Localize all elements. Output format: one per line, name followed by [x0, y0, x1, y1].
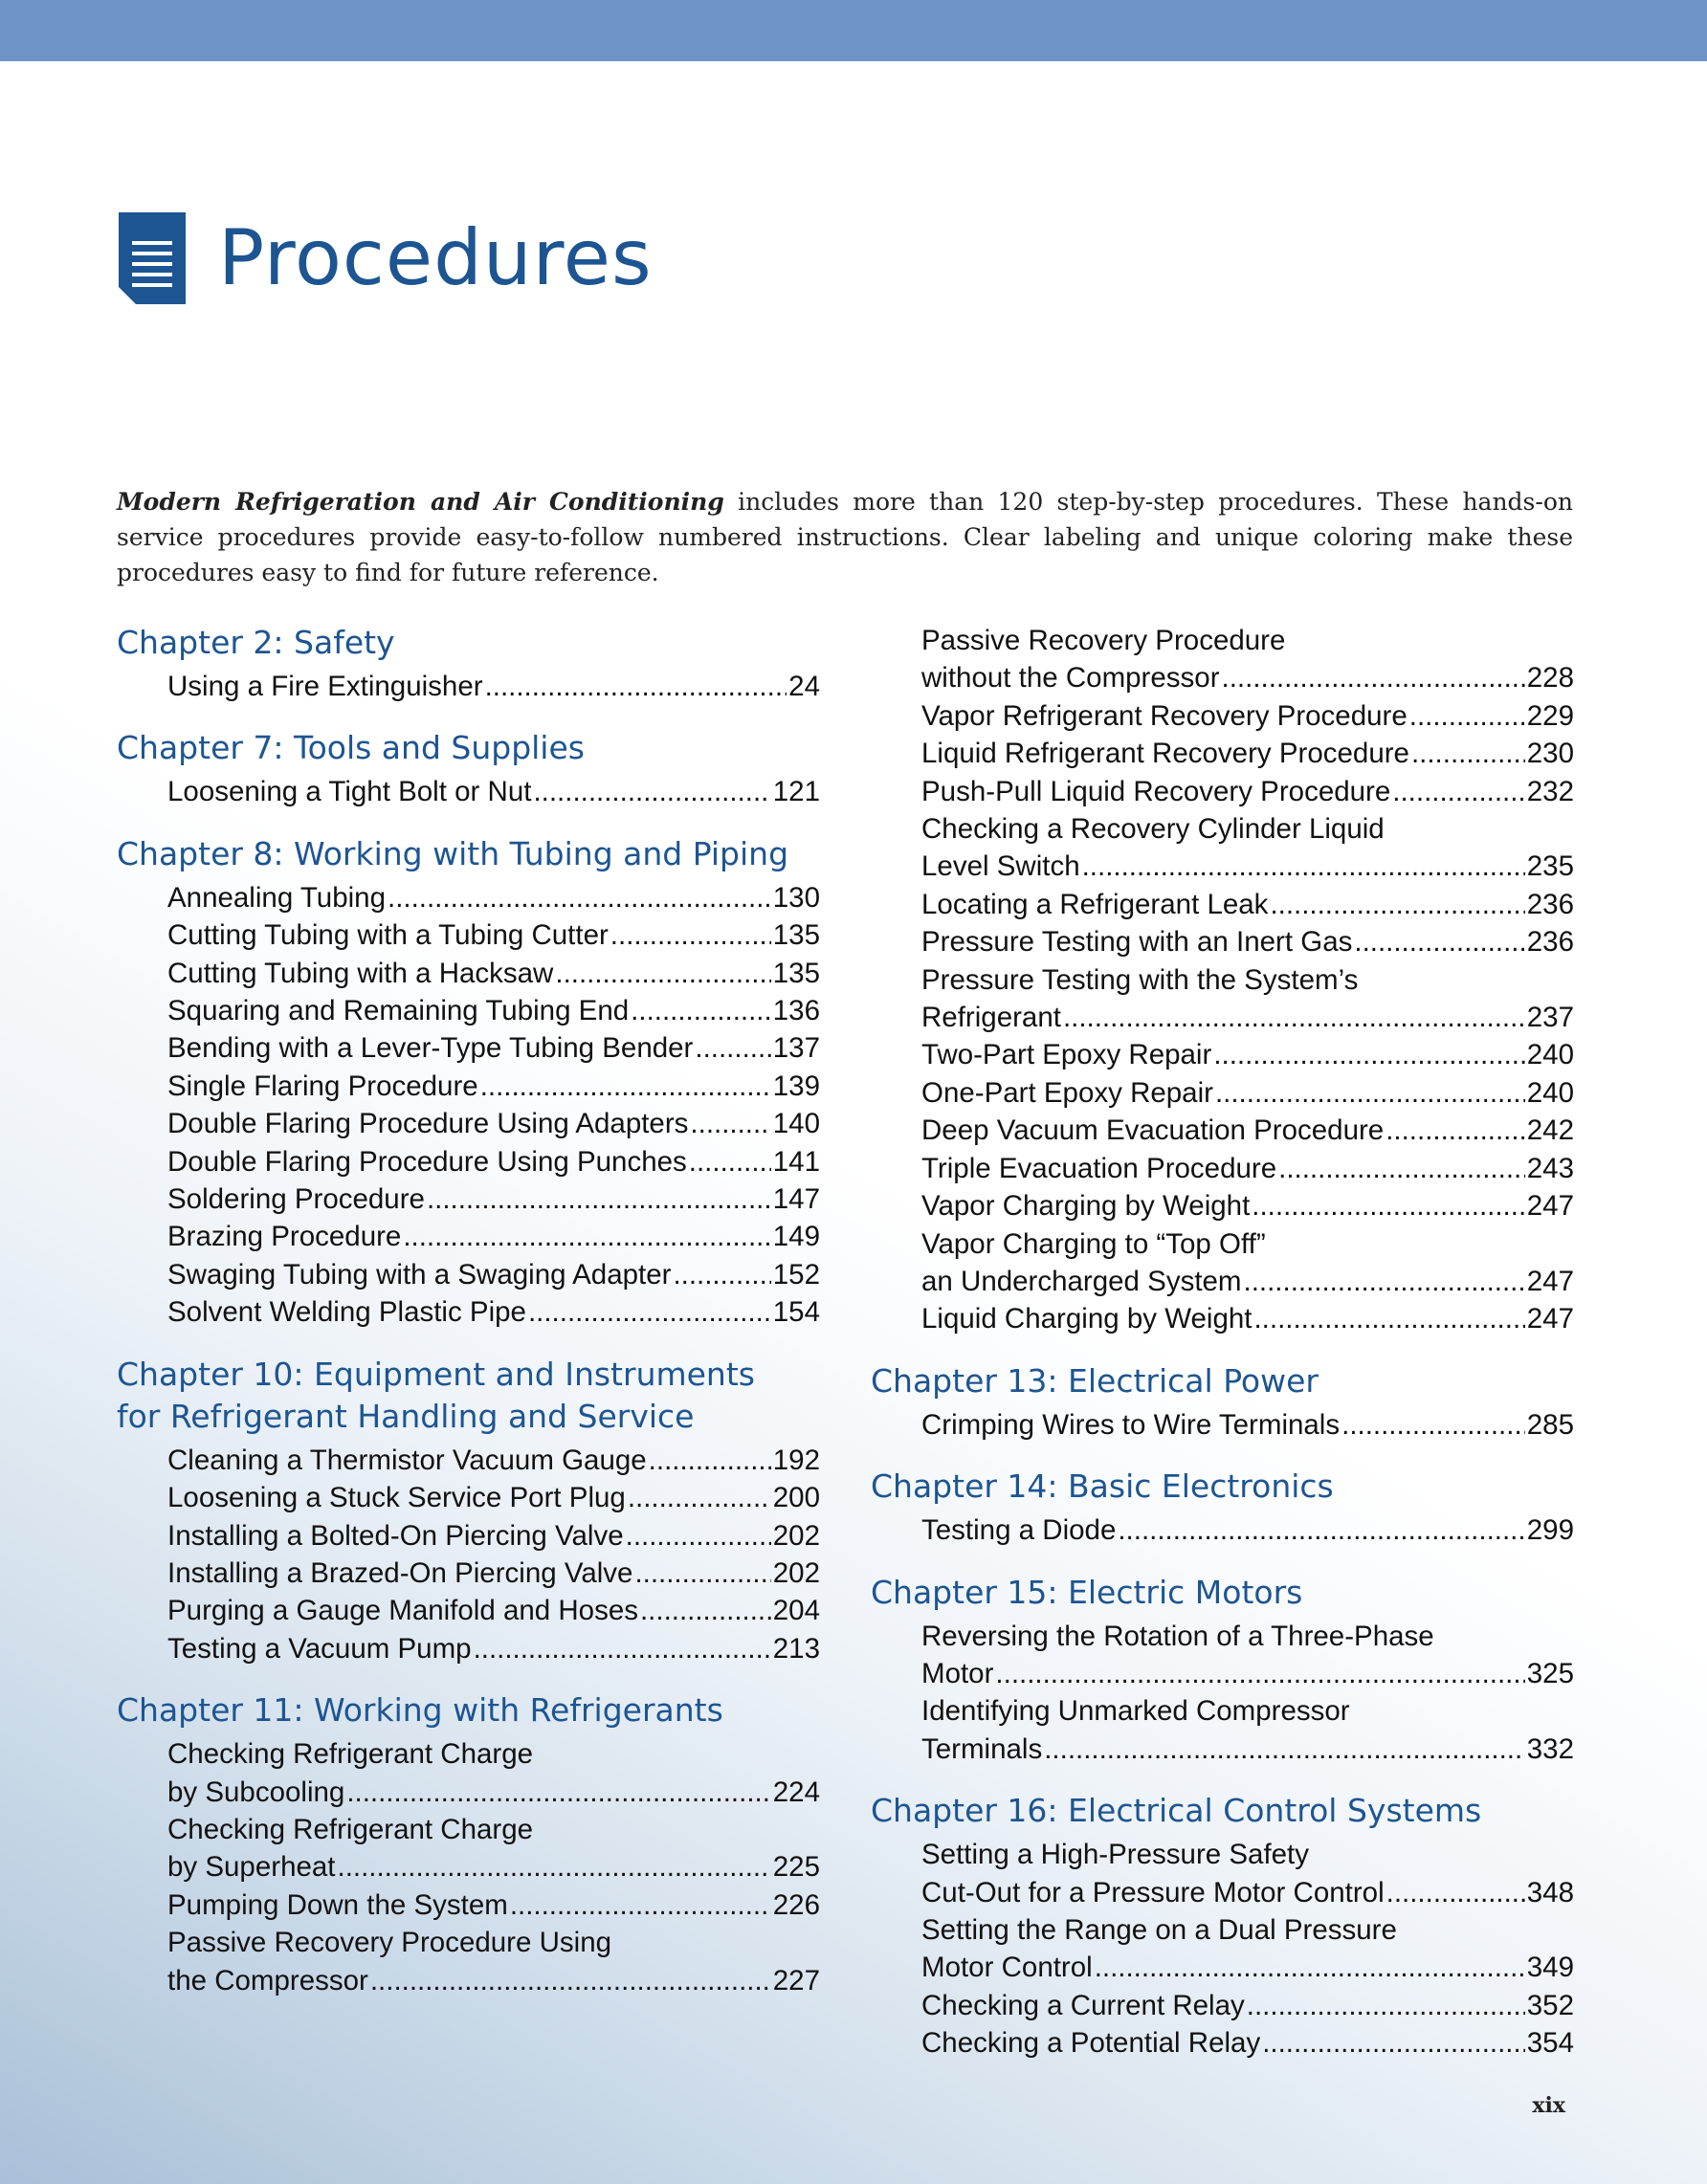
dot-leader: [1409, 697, 1525, 735]
procedure-page-number: 237: [1526, 1002, 1574, 1034]
procedure-page-number: 240: [1526, 1076, 1574, 1109]
dot-leader: [610, 916, 771, 954]
procedure-entry: [117, 1180, 820, 1218]
procedure-entry: [871, 886, 1574, 923]
procedure-entry: [871, 2024, 1574, 2062]
procedure-page-number: 139: [772, 1070, 820, 1102]
procedure-title: Bending with a Lever-Type Tubing Bender: [167, 1032, 694, 1065]
procedure-page-number: 229: [1526, 699, 1574, 732]
procedure-title-line: Checking Refrigerant Charge: [167, 1738, 534, 1771]
procedure-page-number: 348: [1526, 1876, 1574, 1908]
procedure-title: Refrigerant: [921, 1002, 1061, 1034]
procedure-title: Installing a Brazed-On Piercing Valve: [167, 1556, 633, 1589]
intro-paragraph: [117, 484, 1573, 590]
dot-leader: [628, 1479, 771, 1516]
dot-leader: [1252, 1187, 1524, 1224]
chapter-heading: Chapter 13: Electrical Power: [871, 1361, 1319, 1400]
procedure-entry: [117, 1735, 820, 1811]
dot-leader: [640, 1592, 771, 1629]
procedure-page-number: 213: [772, 1632, 820, 1665]
procedure-row: [921, 1987, 1574, 2024]
procedure-title: Motor Control: [921, 1952, 1093, 1984]
procedure-entry: [871, 1112, 1574, 1149]
procedure-entry: [117, 1630, 820, 1667]
procedure-page-number: 228: [1526, 662, 1574, 695]
procedure-title-line: Vapor Charging to “Top Off”: [921, 1227, 1266, 1260]
dot-leader: [690, 1105, 770, 1142]
dot-leader: [1082, 848, 1525, 885]
procedure-page-number: 243: [1526, 1152, 1574, 1184]
dot-leader: [1278, 1150, 1525, 1187]
procedure-title: Checking a Potential Relay: [921, 2027, 1261, 2060]
procedure-page-number: 140: [772, 1108, 820, 1140]
procedure-entry: [871, 1911, 1574, 1987]
procedure-entry: [871, 1987, 1574, 2024]
procedure-row: [167, 1848, 820, 1886]
procedure-title: Purging a Gauge Manifold and Hoses: [167, 1595, 638, 1627]
dot-leader: [528, 1293, 771, 1331]
dot-leader: [427, 1180, 771, 1218]
dot-leader: [555, 955, 770, 992]
procedure-page-number: 247: [1526, 1303, 1574, 1335]
chapter-section: [871, 1360, 1574, 1444]
procedure-page-number: 135: [772, 919, 820, 952]
procedure-page-number: 332: [1526, 1732, 1574, 1765]
procedure-title-line: Checking Refrigerant Charge: [167, 1813, 534, 1845]
procedure-title: Level Switch: [921, 850, 1080, 883]
procedure-entry: [871, 1511, 1574, 1549]
document-lines-icon: [119, 212, 186, 304]
procedure-row: [167, 1517, 820, 1555]
procedure-entry: [117, 1592, 820, 1629]
procedure-row: [167, 1105, 820, 1142]
chapter-section: [117, 1689, 820, 1999]
procedure-title: Two-Part Epoxy Repair: [921, 1039, 1212, 1071]
procedure-row: [921, 773, 1574, 810]
procedure-row: [167, 1555, 820, 1592]
dot-leader: [1244, 1263, 1525, 1300]
procedure-entry: [871, 1225, 1574, 1301]
dot-leader: [1270, 886, 1524, 923]
procedure-title: Testing a Vacuum Pump: [167, 1632, 472, 1665]
procedure-page-number: 121: [772, 776, 820, 808]
procedure-title: Pressure Testing with an Inert Gas: [921, 926, 1353, 959]
procedure-title: Testing a Diode: [921, 1514, 1117, 1547]
chapter-section: [871, 622, 1574, 1338]
procedure-page-number: 152: [772, 1258, 820, 1291]
procedure-entry: [117, 1442, 820, 1479]
procedure-title: Installing a Bolted-On Piercing Valve: [167, 1519, 624, 1552]
page-title: Procedures: [218, 213, 653, 302]
procedure-title: Deep Vacuum Evacuation Procedure: [921, 1114, 1385, 1147]
dot-leader: [1386, 1874, 1525, 1911]
procedure-page-number: 202: [772, 1519, 820, 1552]
procedure-entry: [117, 1105, 820, 1142]
procedure-row: [921, 1263, 1574, 1300]
dot-leader: [1354, 923, 1524, 960]
procedure-row: [921, 999, 1574, 1036]
procedure-row: [921, 1300, 1574, 1337]
dot-leader: [626, 1517, 771, 1555]
procedure-row: [167, 1218, 820, 1255]
dot-leader: [370, 1962, 771, 1999]
dot-leader: [1215, 1074, 1525, 1112]
procedure-entry: [871, 1406, 1574, 1444]
procedure-entry: [117, 1029, 820, 1067]
procedure-title: Loosening a Tight Bolt or Nut: [167, 776, 532, 808]
procedure-title: Loosening a Stuck Service Port Plug: [167, 1482, 626, 1514]
procedure-row: [167, 1886, 820, 1924]
dot-leader: [1213, 1036, 1524, 1073]
procedure-row: [167, 668, 820, 705]
dot-leader: [388, 879, 771, 916]
procedure-page-number: 135: [772, 957, 820, 989]
procedure-title: Solvent Welding Plastic Pipe: [167, 1296, 526, 1329]
procedure-row: [167, 1180, 820, 1218]
procedure-title-line: Reversing the Rotation of a Three-Phase: [921, 1620, 1434, 1652]
procedure-page-number: 225: [772, 1851, 820, 1884]
procedure-row: [167, 1592, 820, 1629]
dot-leader: [1411, 735, 1525, 772]
procedure-page-number: 242: [1526, 1114, 1574, 1147]
procedure-page-number: 247: [1526, 1265, 1574, 1297]
procedure-title: Squaring and Remaining Tubing End: [167, 995, 630, 1027]
procedure-row: [921, 1949, 1574, 1986]
procedure-row: [167, 1630, 820, 1667]
dot-leader: [1118, 1511, 1524, 1549]
procedure-entry: [117, 1886, 820, 1924]
procedure-entry: [117, 916, 820, 954]
procedure-row: [921, 2024, 1574, 2062]
procedure-title: Double Flaring Procedure Using Adapters: [167, 1108, 689, 1140]
procedure-row: [921, 1036, 1574, 1073]
procedure-row: [167, 1293, 820, 1331]
dot-leader: [403, 1218, 770, 1255]
dot-leader: [1095, 1949, 1525, 1986]
procedure-row: [167, 916, 820, 954]
procedure-row: [921, 1187, 1574, 1224]
procedure-page-number: 285: [1526, 1408, 1574, 1441]
procedure-row: [167, 1068, 820, 1105]
procedure-entry: [871, 1036, 1574, 1073]
procedure-title: Cutting Tubing with a Hacksaw: [167, 957, 554, 989]
procedure-title: Locating a Refrigerant Leak: [921, 888, 1269, 920]
procedure-row: [921, 1406, 1574, 1444]
procedure-page-number: 154: [772, 1296, 820, 1329]
chapter-section: [871, 1572, 1574, 1769]
procedure-page-number: 352: [1526, 1989, 1574, 2021]
procedure-entry: [117, 1143, 820, 1180]
dot-leader: [1044, 1731, 1525, 1768]
procedure-row: [167, 1442, 820, 1479]
procedure-page-number: 235: [1526, 850, 1574, 883]
dot-leader: [485, 668, 787, 705]
procedure-row: [921, 886, 1574, 923]
procedure-page-number: 226: [772, 1888, 820, 1921]
chapter-heading: Chapter 14: Basic Electronics: [871, 1467, 1334, 1506]
procedure-title: an Undercharged System: [921, 1265, 1242, 1297]
procedure-title: Single Flaring Procedure: [167, 1070, 478, 1102]
procedure-entry: [871, 1618, 1574, 1693]
procedure-entry: [871, 1836, 1574, 1911]
procedures-column-right: [871, 622, 1574, 2085]
dot-leader: [1262, 2024, 1525, 2062]
procedure-page-number: 299: [1526, 1514, 1574, 1547]
procedure-entry: [117, 1068, 820, 1105]
procedure-row: [921, 1655, 1574, 1692]
procedure-title: Crimping Wires to Wire Terminals: [921, 1408, 1341, 1441]
procedure-row: [167, 1479, 820, 1516]
procedure-entry: [871, 923, 1574, 960]
procedure-row: [167, 1962, 820, 1999]
procedure-title: Checking a Current Relay: [921, 1989, 1245, 2021]
procedure-row: [921, 1511, 1574, 1549]
procedure-row: [921, 735, 1574, 772]
procedure-title: without the Compressor: [921, 662, 1220, 695]
procedure-page-number: 325: [1526, 1657, 1574, 1689]
procedure-title: One-Part Epoxy Repair: [921, 1076, 1213, 1109]
procedure-page-number: 204: [772, 1595, 820, 1627]
procedure-title-line: Setting the Range on a Dual Pressure: [921, 1913, 1397, 1946]
dot-leader: [346, 1774, 770, 1811]
procedure-row: [921, 848, 1574, 885]
chapter-heading: [117, 1354, 820, 1438]
procedure-row: [921, 1074, 1574, 1112]
procedure-row: [167, 879, 820, 916]
procedure-page-number: 224: [772, 1776, 820, 1808]
procedure-page-number: 147: [772, 1183, 820, 1216]
top-color-band: [0, 0, 1707, 61]
dot-leader: [338, 1848, 771, 1886]
procedure-title: Using a Fire Extinguisher: [167, 671, 483, 702]
dot-leader: [689, 1143, 771, 1180]
chapter-section: [871, 1466, 1574, 1549]
chapter-heading: Chapter 8: Working with Tubing and Piping: [117, 834, 789, 872]
procedure-entry: [871, 622, 1574, 697]
procedure-page-number: 349: [1526, 1952, 1574, 1984]
procedure-title: Soldering Procedure: [167, 1183, 425, 1216]
procedure-entry: [117, 955, 820, 992]
procedure-title: Brazing Procedure: [167, 1221, 402, 1253]
procedure-page-number: 232: [1526, 775, 1574, 807]
dot-leader: [1253, 1300, 1524, 1337]
procedure-entry: [117, 1479, 820, 1516]
procedure-entry: [871, 697, 1574, 735]
procedure-title: Vapor Refrigerant Recovery Procedure: [921, 699, 1408, 732]
procedure-entry: [117, 1256, 820, 1293]
page-header: [119, 212, 653, 304]
procedure-page-number: 130: [772, 881, 820, 914]
procedure-page-number: 240: [1526, 1039, 1574, 1071]
chapter-heading-line: Chapter 10: Equipment and Instruments: [117, 1355, 755, 1393]
procedure-title: the Compressor: [167, 1964, 368, 1996]
procedure-entry: [117, 1555, 820, 1592]
procedure-row: [921, 659, 1574, 696]
procedure-page-number: 200: [772, 1482, 820, 1514]
dot-leader: [649, 1442, 771, 1479]
procedure-entry: [871, 810, 1574, 886]
procedure-row: [921, 1112, 1574, 1149]
procedure-entry: [871, 961, 1574, 1037]
procedure-title: Vapor Charging by Weight: [921, 1190, 1251, 1223]
dot-leader: [1386, 1112, 1525, 1149]
procedure-title: Liquid Charging by Weight: [921, 1303, 1253, 1335]
procedure-entry: [117, 668, 820, 705]
chapter-section: [117, 833, 820, 1332]
procedure-title: Double Flaring Procedure Using Punches: [167, 1145, 687, 1178]
procedure-title-line: Passive Recovery Procedure: [921, 625, 1286, 656]
procedure-page-number: 227: [772, 1964, 820, 1996]
procedure-page-number: 202: [772, 1556, 820, 1589]
chapter-section: [117, 1354, 820, 1667]
procedure-page-number: 236: [1526, 926, 1574, 959]
dot-leader: [631, 992, 771, 1029]
dot-leader: [510, 1886, 771, 1924]
procedure-row: [167, 773, 820, 810]
procedure-title: Motor: [921, 1657, 994, 1689]
procedure-entry: [871, 1074, 1574, 1112]
procedure-entry: [117, 992, 820, 1029]
procedure-title: Cut-Out for a Pressure Motor Control: [921, 1876, 1385, 1908]
dot-leader: [1341, 1406, 1525, 1444]
procedure-title: Triple Evacuation Procedure: [921, 1152, 1277, 1184]
procedure-entry: [117, 1811, 820, 1886]
procedure-title: Terminals: [921, 1732, 1043, 1765]
procedure-title-line: Pressure Testing with the System’s: [921, 963, 1359, 996]
procedure-page-number: 236: [1526, 888, 1574, 920]
chapter-section: [871, 1790, 1574, 2062]
procedure-row: [167, 955, 820, 992]
procedure-page-number: 137: [772, 1032, 820, 1065]
procedure-title: Annealing Tubing: [167, 881, 386, 914]
dot-leader: [634, 1555, 770, 1592]
procedure-row: [167, 1143, 820, 1180]
procedure-entry: [871, 1150, 1574, 1187]
intro-book-title: Modern Refrigeration and Air Conditioning: [117, 488, 724, 516]
procedure-page-number: 149: [772, 1221, 820, 1253]
chapter-heading: Chapter 16: Electrical Control Systems: [871, 1792, 1482, 1830]
intro-text: includes more than 120 step-by-step procedures. These hands-on service procedures provide easy-to-follow numbered instructions. Clear labeling and unique coloring make these procedures easy to find for future reference.: [117, 488, 1573, 586]
procedure-title: Cutting Tubing with a Tubing Cutter: [167, 919, 609, 952]
procedure-page-number: 141: [772, 1145, 820, 1178]
procedure-title: Pumping Down the System: [167, 1888, 508, 1921]
chapter-section: [117, 727, 820, 810]
procedure-row: [167, 1774, 820, 1811]
dot-leader: [673, 1256, 770, 1293]
procedure-row: [921, 697, 1574, 735]
procedure-row: [921, 1731, 1574, 1768]
procedure-page-number: 354: [1526, 2027, 1574, 2060]
procedure-title: Cleaning a Thermistor Vacuum Gauge: [167, 1444, 647, 1476]
procedure-title: by Subcooling: [167, 1776, 345, 1808]
procedure-row: [167, 1029, 820, 1067]
page-number: xix: [1532, 2093, 1565, 2118]
procedure-row: [921, 1150, 1574, 1187]
procedure-entry: [117, 1924, 820, 1999]
procedure-entry: [117, 879, 820, 916]
chapter-heading: Chapter 7: Tools and Supplies: [117, 729, 585, 767]
procedure-entry: [871, 1300, 1574, 1337]
procedure-row: [921, 923, 1574, 960]
dot-leader: [1392, 773, 1524, 810]
procedure-title-line: Passive Recovery Procedure Using: [167, 1927, 612, 1959]
procedure-entry: [117, 773, 820, 810]
chapter-section: [117, 622, 820, 705]
dot-leader: [1247, 1987, 1525, 2024]
procedure-title: Swaging Tubing with a Swaging Adapter: [167, 1258, 672, 1291]
procedure-entry: [871, 1187, 1574, 1224]
dot-leader: [474, 1630, 771, 1667]
procedure-entry: [117, 1293, 820, 1331]
procedure-entry: [117, 1218, 820, 1255]
procedures-column-left: [117, 622, 820, 2021]
procedure-title-line: Checking a Recovery Cylinder Liquid: [921, 813, 1385, 846]
procedure-page-number: 24: [788, 671, 820, 702]
procedure-entry: [117, 1517, 820, 1555]
procedure-title: Push-Pull Liquid Recovery Procedure: [921, 775, 1391, 807]
procedure-page-number: 230: [1526, 738, 1574, 770]
chapter-heading: Chapter 11: Working with Refrigerants: [117, 1691, 723, 1730]
procedure-entry: [871, 735, 1574, 772]
dot-leader: [995, 1655, 1524, 1692]
chapter-heading: Chapter 2: Safety: [117, 624, 395, 661]
dot-leader: [1063, 999, 1525, 1036]
dot-leader: [480, 1068, 771, 1105]
procedure-entry: [871, 773, 1574, 810]
procedure-entry: [871, 1692, 1574, 1768]
procedure-title: Liquid Refrigerant Recovery Procedure: [921, 738, 1409, 770]
chapter-heading-line: for Refrigerant Handling and Service: [117, 1397, 695, 1435]
procedure-page-number: 136: [772, 995, 820, 1027]
procedure-row: [167, 1256, 820, 1293]
procedure-title: by Superheat: [167, 1851, 336, 1884]
chapter-heading: Chapter 15: Electric Motors: [871, 1573, 1303, 1611]
procedure-row: [167, 992, 820, 1029]
procedure-title-line: Setting a High-Pressure Safety: [921, 1839, 1310, 1871]
procedure-page-number: 192: [772, 1444, 820, 1476]
procedure-page-number: 247: [1526, 1190, 1574, 1223]
procedure-title-line: Identifying Unmarked Compressor: [921, 1695, 1350, 1728]
dot-leader: [1222, 659, 1525, 696]
dot-leader: [695, 1029, 770, 1067]
procedure-row: [921, 1874, 1574, 1911]
dot-leader: [533, 773, 770, 810]
